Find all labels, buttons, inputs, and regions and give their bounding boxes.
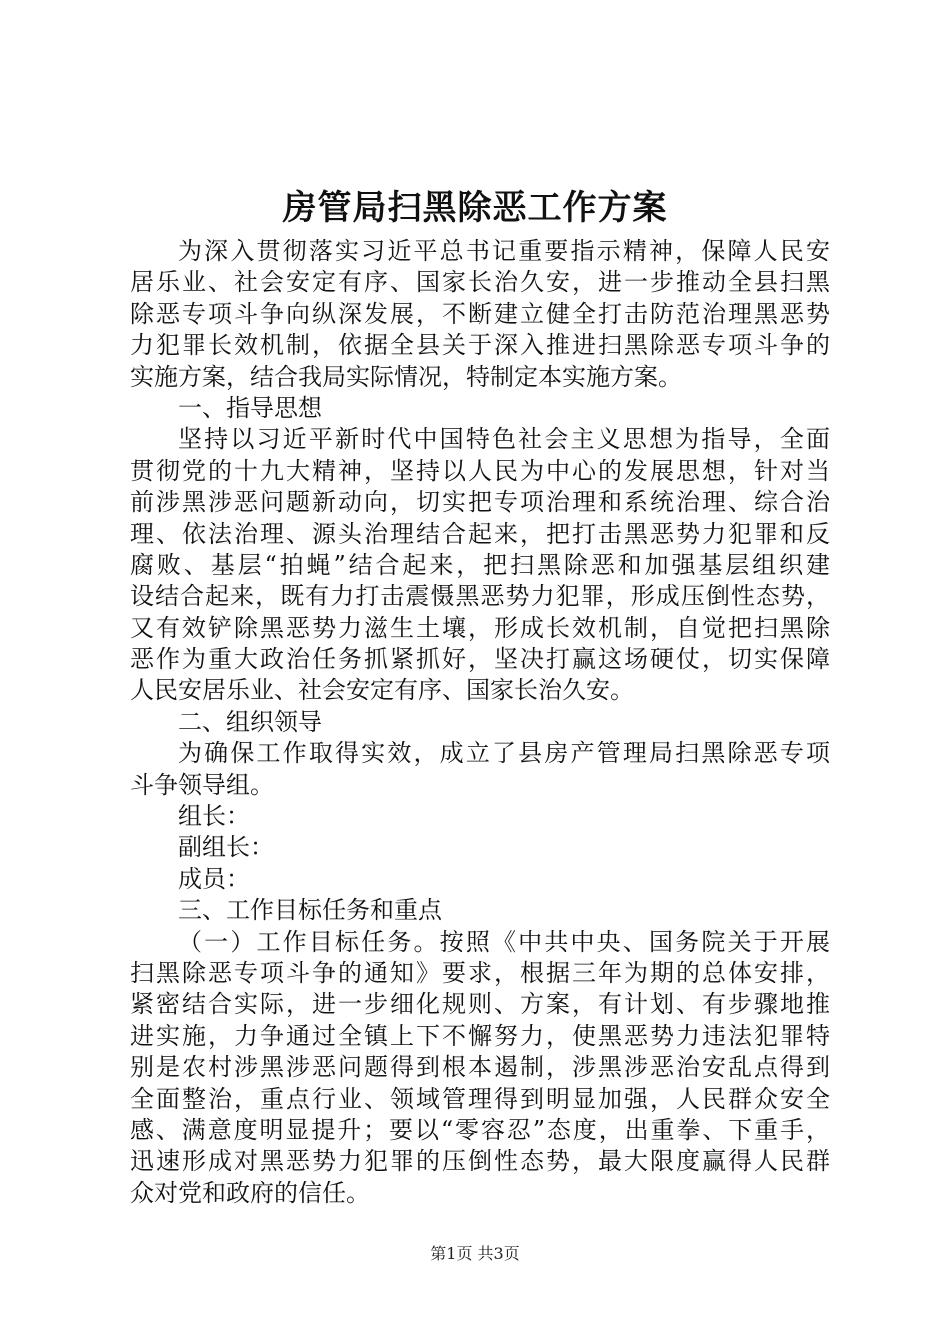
text-line: 三、工作目标任务和重点 xyxy=(178,896,442,925)
text-line: 别是农村涉黑涉恶问题得到根本遏制，涉黑涉恶治安乱点得到 xyxy=(130,1053,830,1082)
text-line: 腐败、基层“拍蝇”结合起来，把扫黑除恶和加强基层组织建 xyxy=(130,550,830,579)
text-line: 恶作为重大政治任务抓紧抓好，坚决打赢这场硬仗，切实保障 xyxy=(130,645,830,674)
text-line: 贯彻党的十九大精神，坚持以人民为中心的发展思想，针对当 xyxy=(130,456,830,485)
text-line: 前涉黑涉恶问题新动向，切实把专项治理和系统治理、综合治 xyxy=(130,488,830,517)
text-line: 二、组织领导 xyxy=(178,707,322,736)
text-line: 理、依法治理、源头治理结合起来，把打击黑恶势力犯罪和反 xyxy=(130,519,830,548)
text-line: 除恶专项斗争向纵深发展，不断建立健全打击防范治理黑恶势 xyxy=(130,299,830,328)
text-line: （一）工作目标任务。按照《中共中央、国务院关于开展 xyxy=(178,927,830,956)
document-body xyxy=(130,236,830,1209)
text-line: 为确保工作取得实效，成立了县房产管理局扫黑除恶专项 xyxy=(178,739,830,768)
text-line: 迅速形成对黑恶势力犯罪的压倒性态势，最大限度赢得人民群 xyxy=(130,1147,830,1176)
text-line: 副组长： xyxy=(178,833,274,862)
text-line: 一、指导思想 xyxy=(178,393,322,422)
text-line: 为深入贯彻落实习近平总书记重要指示精神，保障人民安 xyxy=(178,237,830,265)
text-line: 感、满意度明显提升；要以“零容忍”态度，出重拳、下重手， xyxy=(130,1115,830,1144)
text-line: 人民安居乐业、社会安定有序、国家长治久安。 xyxy=(130,676,634,705)
text-line: 众对党和政府的信任。 xyxy=(130,1178,370,1207)
page-footer: 第1页 共3页 xyxy=(430,1244,520,1263)
text-line: 紧密结合实际，进一步细化规则、方案，有计划、有步骤地推 xyxy=(130,990,830,1019)
text-line: 进实施，力争通过全镇上下不懈努力，使黑恶势力违法犯罪特 xyxy=(130,1021,830,1050)
text-line: 实施方案，结合我局实际情况，特制定本实施方案。 xyxy=(130,362,682,391)
text-line: 坚持以习近平新时代中国特色社会主义思想为指导，全面 xyxy=(178,425,830,454)
text-line: 力犯罪长效机制，依据全县关于深入推进扫黑除恶专项斗争的 xyxy=(130,331,830,360)
text-line: 组长： xyxy=(178,802,250,831)
text-line: 设结合起来，既有力打击震慑黑恶势力犯罪，形成压倒性态势， xyxy=(130,582,830,611)
text-line: 斗争领导组。 xyxy=(130,770,274,799)
text-line: 又有效铲除黑恶势力滋生土壤，形成长效机制，自觉把扫黑除 xyxy=(130,613,830,642)
text-line: 成员： xyxy=(178,864,250,893)
text-line: 居乐业、社会安定有序、国家长治久安，进一步推动全县扫黑 xyxy=(130,268,830,297)
text-line: 全面整治，重点行业、领域管理得到明显加强，人民群众安全 xyxy=(130,1084,830,1113)
document-title: 房管局扫黑除恶工作方案 xyxy=(282,188,668,228)
text-line: 扫黑除恶专项斗争的通知》要求，根据三年为期的总体安排， xyxy=(130,958,830,987)
